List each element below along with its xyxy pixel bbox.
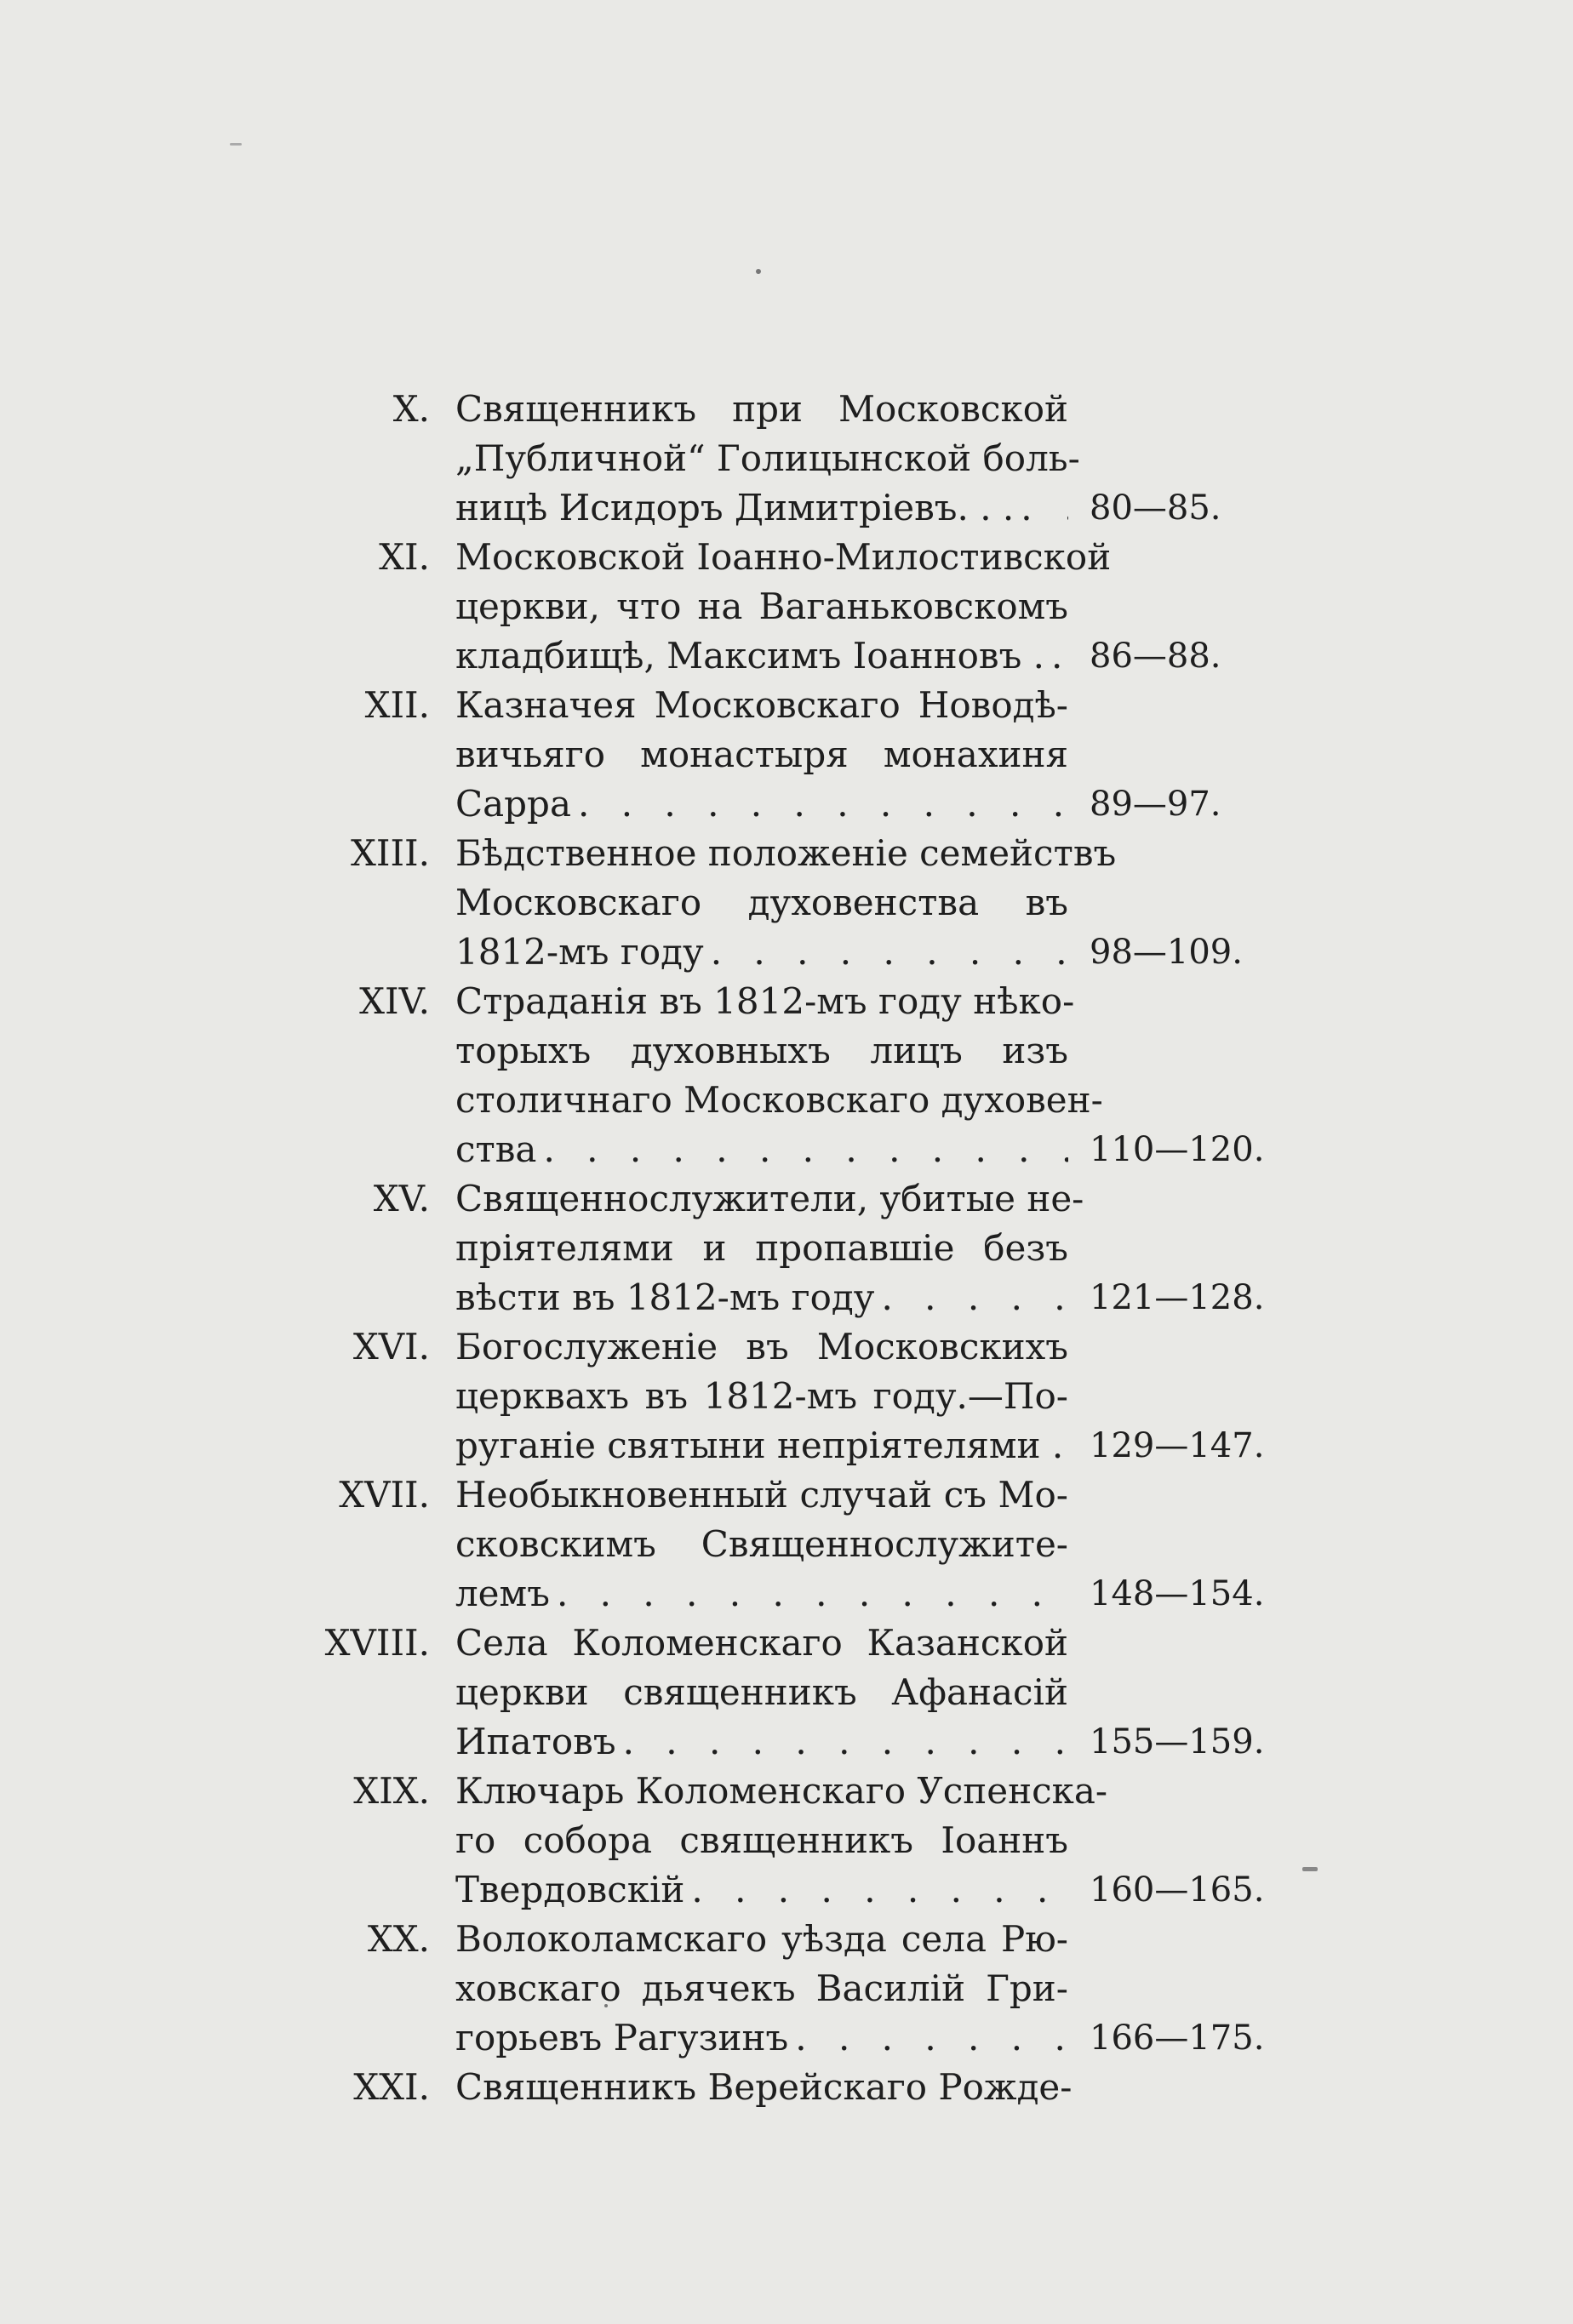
chapter-number: XX. bbox=[367, 1918, 430, 1960]
page-range: 89—97. bbox=[1090, 785, 1221, 824]
ink-speck bbox=[1302, 1867, 1318, 1871]
toc-entry bbox=[315, 1767, 1268, 1915]
page-range: 166—175. bbox=[1090, 2019, 1265, 2058]
title-line: Священникъ при Московской bbox=[455, 388, 1068, 430]
title-line: Богослуженіе въ Московскихъ bbox=[455, 1326, 1068, 1368]
dot-leader bbox=[578, 779, 1068, 829]
toc-entry bbox=[315, 1470, 1268, 1619]
title-line-text: ства bbox=[455, 1128, 537, 1170]
title-line-text: Ипатовъ bbox=[455, 1721, 616, 1762]
table-of-contents bbox=[315, 385, 1268, 2112]
title-line-with-leader bbox=[455, 1273, 1068, 1322]
title-line-text: кладбищѣ, Максимъ Іоанновъ . bbox=[455, 635, 1044, 677]
chapter-number: XIV. bbox=[359, 980, 430, 1022]
toc-entry bbox=[315, 1619, 1268, 1767]
title-line: Священникъ Верейскаго Рожде- bbox=[455, 2066, 1072, 2108]
title-line: Села Коломенскаго Казанской bbox=[455, 1622, 1068, 1664]
title-line-with-leader bbox=[455, 928, 1068, 977]
chapter-number: XVIII. bbox=[324, 1622, 430, 1664]
chapter-number: XIII. bbox=[350, 832, 430, 874]
dot-leader bbox=[543, 1125, 1068, 1174]
chapter-title bbox=[455, 1470, 1068, 1619]
title-line: Священнослужители, убитые не- bbox=[455, 1178, 1084, 1219]
chapter-title bbox=[455, 533, 1112, 681]
title-line-with-leader bbox=[455, 1865, 1068, 1915]
page-range: 86—88. bbox=[1090, 637, 1221, 676]
title-line-with-leader bbox=[455, 483, 1068, 533]
dot-leader bbox=[881, 1273, 1068, 1322]
toc-entry bbox=[315, 1915, 1268, 2063]
ink-speck bbox=[230, 143, 242, 146]
dot-leader bbox=[1051, 631, 1068, 681]
toc-entry bbox=[315, 533, 1268, 681]
dot-leader bbox=[623, 1717, 1068, 1767]
title-line: сковскимъ Священнослужите- bbox=[455, 1523, 1068, 1565]
toc-entry bbox=[315, 977, 1268, 1174]
chapter-title bbox=[455, 2063, 1072, 2112]
toc-entry bbox=[315, 385, 1268, 533]
dot-leader bbox=[711, 928, 1068, 977]
dot-leader bbox=[795, 2013, 1068, 2063]
page-range: 80—85. bbox=[1090, 488, 1221, 528]
chapter-number: XXI. bbox=[353, 2066, 430, 2108]
chapter-number: XI. bbox=[379, 536, 430, 578]
title-line: Страданія въ 1812-мъ году нѣко- bbox=[455, 980, 1075, 1022]
title-line: Ключарь Коломенскаго Успенска- bbox=[455, 1770, 1108, 1812]
chapter-title bbox=[455, 385, 1080, 533]
title-line-with-leader bbox=[455, 2013, 1068, 2063]
chapter-title bbox=[455, 1915, 1068, 2063]
title-line: Московской Іоанно-Милостивской bbox=[455, 536, 1112, 578]
chapter-title bbox=[455, 1619, 1068, 1767]
title-line: Казначея Московскаго Новодѣ- bbox=[455, 684, 1068, 726]
page-range: 121—128. bbox=[1090, 1278, 1265, 1317]
title-line: церкви священникъ Афанасій bbox=[455, 1671, 1068, 1713]
title-line: го собора священникъ Іоаннъ bbox=[455, 1819, 1068, 1861]
title-line-with-leader bbox=[455, 1125, 1068, 1174]
title-line-with-leader bbox=[455, 631, 1068, 681]
chapter-title bbox=[455, 829, 1117, 977]
title-line: вичьяго монастыря монахиня bbox=[455, 734, 1068, 775]
toc-entry bbox=[315, 681, 1268, 829]
title-line: „Публичной“ Голицынской боль- bbox=[455, 437, 1080, 479]
dot-leader bbox=[557, 1569, 1068, 1619]
title-line: Необыкновенный случай съ Мо- bbox=[455, 1474, 1068, 1516]
dot-leader bbox=[1021, 483, 1068, 533]
title-line-text: вѣсти въ 1812-мъ году bbox=[455, 1276, 875, 1318]
title-line: церкви, что на Ваганьковскомъ bbox=[455, 585, 1068, 627]
dot-leader bbox=[691, 1865, 1068, 1915]
chapter-number: XVI. bbox=[352, 1326, 430, 1368]
page-range: 129—147. bbox=[1090, 1426, 1265, 1465]
title-line-with-leader bbox=[455, 779, 1068, 829]
title-line-text: Сарра bbox=[455, 783, 571, 825]
title-line: Волоколамскаго уѣзда села Рю- bbox=[455, 1918, 1068, 1960]
toc-entry bbox=[315, 1322, 1268, 1470]
toc-entry bbox=[315, 829, 1268, 977]
chapter-title bbox=[455, 977, 1103, 1174]
chapter-number: XII. bbox=[364, 684, 430, 726]
page-range: 98—109. bbox=[1090, 933, 1243, 972]
title-line-text: горьевъ Рагузинъ bbox=[455, 2017, 789, 2058]
title-line: ховскаго дьячекъ Василій Гри- bbox=[455, 1967, 1068, 2009]
title-line-with-leader bbox=[455, 1421, 1068, 1470]
chapter-title bbox=[455, 1322, 1068, 1470]
toc-entry bbox=[315, 1174, 1268, 1322]
title-line: Московскаго духовенства въ bbox=[455, 882, 1068, 923]
page-range: 155—159. bbox=[1090, 1722, 1265, 1762]
page-range: 160—165. bbox=[1090, 1870, 1265, 1910]
title-line-text: 1812-мъ году bbox=[455, 931, 704, 973]
title-line-text: лемъ bbox=[455, 1573, 550, 1614]
chapter-number: XV. bbox=[373, 1178, 430, 1219]
title-line-text: руганіе святыни непріятелями . bbox=[455, 1425, 1064, 1466]
title-line: столичнаго Московскаго духовен- bbox=[455, 1079, 1103, 1121]
ink-speck bbox=[756, 269, 761, 274]
title-line-with-leader bbox=[455, 1569, 1068, 1619]
chapter-number: X. bbox=[392, 388, 430, 430]
page-range: 110—120. bbox=[1090, 1130, 1265, 1169]
title-line: торыхъ духовныхъ лицъ изъ bbox=[455, 1030, 1068, 1071]
title-line-text: Твердовскій bbox=[455, 1869, 685, 1910]
chapter-title bbox=[455, 681, 1068, 829]
title-line: пріятелями и пропавшіе безъ bbox=[455, 1227, 1068, 1269]
title-line: Бѣдственное положеніе семействъ bbox=[455, 832, 1117, 874]
chapter-number: XIX. bbox=[353, 1770, 430, 1812]
title-line: церквахъ въ 1812-мъ году.—По- bbox=[455, 1375, 1068, 1417]
page-range: 148—154. bbox=[1090, 1574, 1265, 1613]
title-line-text: ницѣ Исидоръ Димитріевъ. . . bbox=[455, 487, 1015, 528]
title-line-with-leader bbox=[455, 1717, 1068, 1767]
chapter-title bbox=[455, 1767, 1108, 1915]
chapter-number: XVII. bbox=[339, 1474, 430, 1516]
toc-entry bbox=[315, 2063, 1268, 2112]
chapter-title bbox=[455, 1174, 1084, 1322]
